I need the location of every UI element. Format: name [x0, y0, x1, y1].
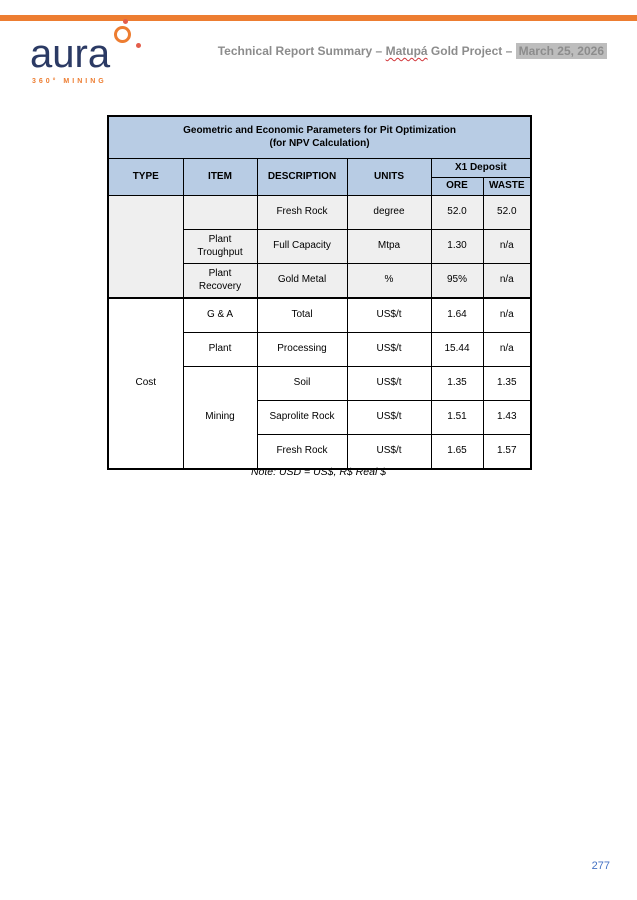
- logo-dot-icon: [136, 43, 141, 48]
- logo-dot-icon: [123, 19, 128, 24]
- cell-description: Fresh Rock: [257, 435, 347, 470]
- column-header-description: DESCRIPTION: [257, 159, 347, 196]
- cell-units: US$/t: [347, 298, 431, 333]
- cell-ore-value: 1.65: [431, 435, 483, 470]
- cell-waste-value: n/a: [483, 333, 531, 367]
- table-title-line1: Geometric and Economic Parameters for Pit Optimization: [183, 125, 456, 136]
- cell-item: Mining: [183, 367, 257, 470]
- column-header-item: ITEM: [183, 159, 257, 196]
- cell-item: [183, 196, 257, 230]
- column-header-deposit-group: X1 Deposit: [431, 159, 531, 178]
- header-date-highlighted: March 25, 2026: [516, 43, 607, 59]
- cell-waste-value: 52.0: [483, 196, 531, 230]
- cell-ore-value: 15.44: [431, 333, 483, 367]
- column-header-type: TYPE: [108, 159, 183, 196]
- table-title-row: [108, 116, 531, 159]
- cell-waste-value: n/a: [483, 298, 531, 333]
- cell-units: Mtpa: [347, 230, 431, 264]
- header-title-middle: Gold Project –: [427, 44, 516, 58]
- cell-description: Total: [257, 298, 347, 333]
- table-row: [108, 196, 531, 230]
- logo-wordmark: aura: [30, 32, 111, 76]
- cell-units: US$/t: [347, 333, 431, 367]
- table-title-line2: (for NPV Calculation): [269, 137, 370, 149]
- cell-units: US$/t: [347, 367, 431, 401]
- header-project-name: Matupá: [385, 44, 428, 58]
- header-title-prefix: Technical Report Summary –: [217, 44, 386, 58]
- cell-waste-value: 1.35: [483, 367, 531, 401]
- cell-ore-value: 1.35: [431, 367, 483, 401]
- column-header-units: UNITS: [347, 159, 431, 196]
- cell-ore-value: 1.30: [431, 230, 483, 264]
- cell-ore-value: 1.51: [431, 401, 483, 435]
- cell-description: Fresh Rock: [257, 196, 347, 230]
- column-header-waste: WASTE: [483, 178, 531, 196]
- table-footnote: Note: USD = US$, R$ Real $: [250, 466, 387, 478]
- cell-waste-value: n/a: [483, 264, 531, 299]
- aura-logo: [30, 18, 165, 93]
- running-header: [218, 44, 607, 58]
- cell-description: Soil: [257, 367, 347, 401]
- cell-item: Plant: [183, 333, 257, 367]
- pit-optimization-parameters-table: [107, 115, 532, 470]
- cell-units: US$/t: [347, 401, 431, 435]
- cell-ore-value: 1.64: [431, 298, 483, 333]
- cell-item: Plant Troughput: [183, 230, 257, 264]
- cell-waste-value: 1.57: [483, 435, 531, 470]
- cell-units: degree: [347, 196, 431, 230]
- cell-waste-value: n/a: [483, 230, 531, 264]
- table-title-cell: [108, 116, 531, 159]
- cell-units: US$/t: [347, 435, 431, 470]
- cell-description: Saprolite Rock: [257, 401, 347, 435]
- table-header-row: [108, 159, 531, 178]
- logo-tagline: 360° MINING: [32, 78, 107, 85]
- column-header-ore: ORE: [431, 178, 483, 196]
- cell-type: [108, 196, 183, 299]
- cell-item: Plant Recovery: [183, 264, 257, 299]
- logo-ring-icon: [114, 26, 131, 43]
- cell-description: Processing: [257, 333, 347, 367]
- cell-units: %: [347, 264, 431, 299]
- cell-description: Full Capacity: [257, 230, 347, 264]
- cell-type: Cost: [108, 298, 183, 469]
- page-number: 277: [591, 860, 610, 872]
- cell-ore-value: 95%: [431, 264, 483, 299]
- cell-description: Gold Metal: [257, 264, 347, 299]
- cell-item: G & A: [183, 298, 257, 333]
- table-row: [108, 298, 531, 333]
- cell-waste-value: 1.43: [483, 401, 531, 435]
- cell-ore-value: 52.0: [431, 196, 483, 230]
